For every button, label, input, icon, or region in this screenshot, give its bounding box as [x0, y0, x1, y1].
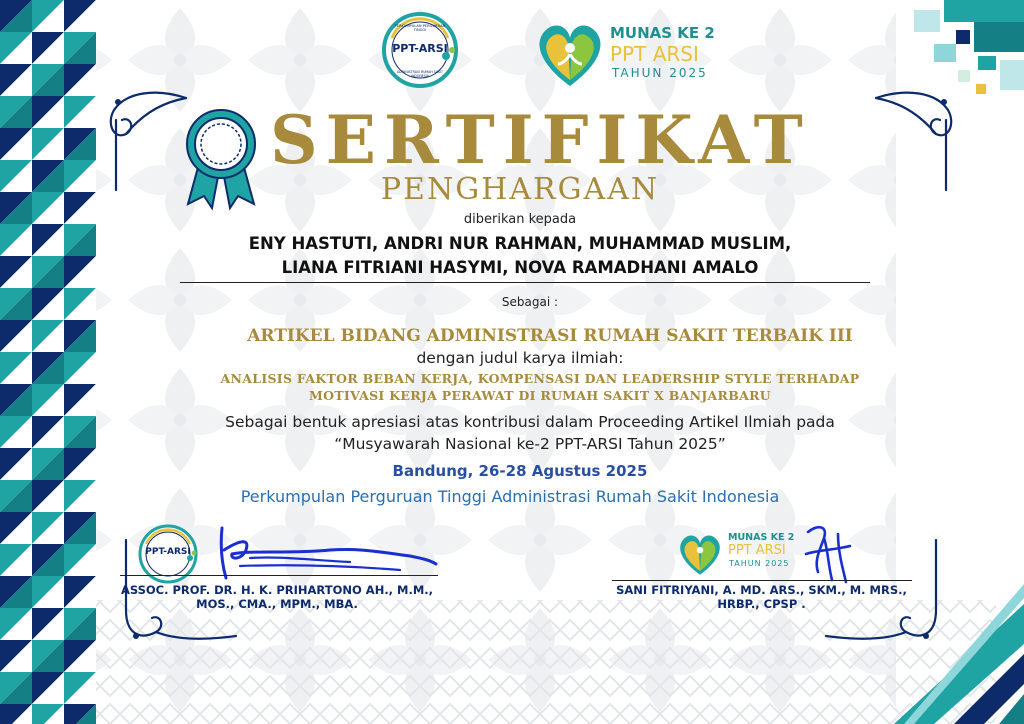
work-title-line1: ANALISIS FAKTOR BEBAN KERJA, KOMPENSASI DAN LEADERSHIP STYLE TERHADAP — [220, 371, 860, 386]
ppt-arsi-logo-small — [128, 520, 208, 588]
munas-small-line3: TAHUN 2025 — [729, 559, 790, 568]
munas-line2: PPT ARSI — [610, 42, 699, 66]
as-label: Sebagai : — [501, 295, 559, 309]
ppt-arsi-ring-top: PERKUMPULAN PERGURUAN TINGGI — [394, 24, 446, 32]
certificate-title: SERTIFIKAT — [270, 101, 811, 179]
names-underline — [180, 282, 870, 283]
munas-line1: MUNAS KE 2 — [610, 24, 715, 42]
recipient-names-line1: ENY HASTUTI, ANDRI NUR RAHMAN, MUHAMMAD MUSLIM, — [248, 234, 792, 253]
certificate-subtitle: PENGHARGAAN — [380, 172, 660, 207]
ppt-arsi-logo-small-text: PPT-ARSI — [145, 547, 191, 557]
signature-mark-right — [798, 520, 858, 586]
appreciation-line2: “Musyawarah Nasional ke-2 PPT-ARSI Tahun 2025” — [334, 435, 726, 453]
ppt-arsi-logo-text: PPT-ARSI — [392, 42, 448, 55]
recipient-names-line2: LIANA FITRIANI HASYMI, NOVA RAMADHANI AMALO — [281, 258, 759, 277]
munas-line3: TAHUN 2025 — [612, 66, 708, 80]
signature-line-left — [120, 575, 438, 576]
award-title: ARTIKEL BIDANG ADMINISTRASI RUMAH SAKIT TERBAIK III — [247, 326, 853, 346]
signatory-left-line2: MOS., CMA., MPM., MBA. — [196, 597, 358, 611]
signature-line-right — [612, 580, 912, 581]
signatory-name-left — [112, 583, 442, 611]
ppt-arsi-ring-bottom: ADMINISTRASI RUMAH SAKIT INDONESIA — [397, 70, 443, 78]
place-date: Bandung, 26-28 Agustus 2025 — [392, 462, 648, 480]
munas-logo — [530, 14, 720, 94]
recipient-names — [180, 232, 860, 280]
appreciation-line1: Sebagai bentuk apresiasi atas kontribusi dalam Proceeding Artikel Ilmiah pada — [225, 413, 835, 431]
munas-logo-small — [674, 528, 804, 580]
work-label: dengan judul karya ilmiah: — [416, 349, 624, 367]
work-title — [140, 370, 940, 404]
organization-name: Perkumpulan Perguruan Tinggi Administrasi Rumah Sakit Indonesia — [240, 487, 780, 506]
rosette-icon — [180, 104, 262, 212]
signatory-left-line1: ASSOC. PROF. DR. H. K. PRIHARTONO AH., M.M., — [120, 583, 434, 597]
ppt-arsi-logo — [370, 8, 470, 92]
signatory-right-line2: HRBP., CPSP . — [717, 597, 806, 611]
left-geometric-border — [0, 0, 96, 724]
work-title-line2: MOTIVASI KERJA PERAWAT DI RUMAH SAKIT X BANJARBARU — [309, 388, 771, 403]
signatory-right-line1: SANI FITRIYANI, A. MD. ARS., SKM., M. MRS., — [616, 583, 907, 597]
appreciation-text — [150, 411, 910, 455]
signatory-name-right — [604, 583, 919, 611]
munas-small-line1: MUNAS KE 2 — [728, 532, 795, 543]
signature-mark-left — [210, 520, 440, 590]
given-to-label: diberikan kepada — [463, 212, 577, 227]
munas-small-line2: PPT ARSI — [728, 543, 786, 558]
